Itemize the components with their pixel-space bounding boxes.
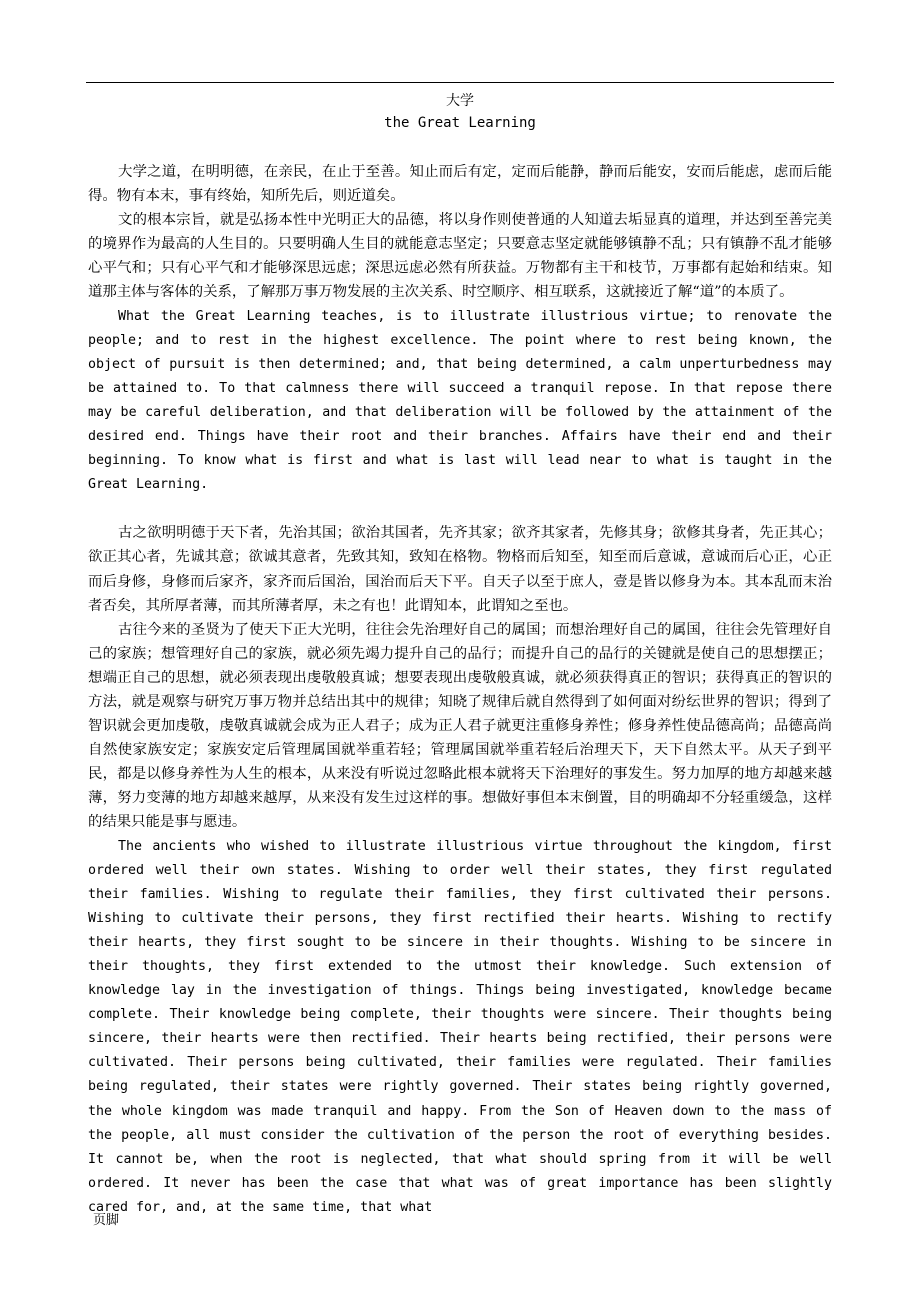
paragraph-cn-2: 文的根本宗旨，就是弘扬本性中光明正大的品德，将以身作则使普通的人知道去垢显真的道理，并达到至善完美的境界作为最高的人生目的。只要明确人生目的就能意志坚定；只要意志坚定就能够镇静不乱；只有镇静不乱才能够心平气和；只有心平气和才能够深思远虑；深思远虑必然有所获益。万物都有主干和枝节，万事都有起始和结束。知道那主体与客体的关系，了解那万事万物发展的主次关系、时空顺序、相互联系，这就接近了解“道”的本质了。 bbox=[88, 212, 832, 301]
paragraph-gap bbox=[88, 497, 832, 521]
document-body bbox=[88, 160, 832, 1220]
paragraph-cn-1: 大学之道，在明明德，在亲民，在止于至善。知止而后有定，定而后能静，静而后能安，安而后能虑，虑而后能得。物有本末，事有终始，知所先后，则近道矣。 bbox=[88, 164, 832, 205]
paragraph-en-1: What the Great Learning teaches, is to illustrate illustrious virtue; to renovate the people; and to rest in the highest excellence. The point where to rest being known, the object of pursuit is then determined; and, that being determined, a calm unperturbedness may be attained to. To that calmness there will succeed a tranquil repose. In that repose there may be careful deliberation, and that deliberation will be followed by the attainment of the desired end. Things have their root and their branches. Affairs have their end and their beginning. To know what is first and what is last will lead near to what is taught in the Great Learning. bbox=[88, 308, 832, 493]
paragraph-cn-4: 古往今来的圣贤为了使天下正大光明，往往会先治理好自己的属国；而想治理好自己的属国，往往会先管理好自己的家族；想管理好自己的家族，就必须先竭力提升自己的品行；而提升自己的品行的关键就是使自己的思想摆正；想端正自己的思想，就必须表现出虔敬般真诚；想要表现出虔敬般真诚，就必须获得真正的智识；获得真正的智识的方法，就是观察与研究万事万物并总结出其中的规律；知晓了规律后就自然得到了如何面对纷纭世界的智识；得到了智识就会更加虔敬，虔敬真诚就会成为正人君子；成为正人君子就更注重修身养性；修身养性使品德高尚；品德高尚自然使家族安定；家族安定后管理属国就举重若轻；管理属国就举重若轻后治理天下，天下自然太平。从天子到平民，都是以修身养性为人生的根本，从来没有听说过忽略此根本就将天下治理好的事发生。努力加厚的地方却越来越薄，努力变薄的地方却越来越厚，从来没有发生过这样的事。想做好事但本末倒置，目的明确却不分轻重缓急，这样的结果只能是事与愿违。 bbox=[88, 621, 832, 831]
title-english: the Great Learning bbox=[384, 115, 536, 131]
title-chinese: 大学 bbox=[446, 93, 474, 109]
paragraph-en-2: The ancients who wished to illustrate illustrious virtue throughout the kingdom, first ordered well their own states. Wishing to order well their states, they first regulated their families. Wishing to regulate their families, they first cultivated their persons. Wishing to cultivate their persons, they first rectified their hearts. Wishing to rectify their hearts, they first sought to be sincere in their thoughts. Wishing to be sincere in their thoughts, they first extended to the utmost their knowledge. Such extension of knowledge lay in the investigation of things. Things being investigated, knowledge became complete. Their knowledge being complete, their thoughts were sincere. Their thoughts being sincere, their hearts were then rectified. Their hearts being rectified, their persons were cultivated. Their persons being cultivated, their families were regulated. Their families being regulated, their states were rightly governed. Their states being rightly governed, the whole kingdom was made tranquil and happy. From the Son of Heaven down to the mass of the people, all must consider the cultivation of the person the root of everything besides. It cannot be, when the root is neglected, that what should spring from it will be well ordered. It never has been the case that what was of great importance has been slightly cared for, and, at the same time, that what bbox=[88, 838, 832, 1215]
page-footer: 页脚 bbox=[93, 1213, 120, 1228]
paragraph-cn-3: 古之欲明明德于天下者，先治其国；欲治其国者，先齐其家；欲齐其家者，先修其身；欲修其身者，先正其心；欲正其心者，先诚其意；欲诚其意者，先致其知，致知在格物。物格而后知至，知至而后意诚，意诚而后心正，心正而后身修，身修而后家齐，家齐而后国治，国治而后天下平。自天子以至于庶人，壹是皆以修身为本。其本乱而末治者否矣，其所厚者薄，而其所薄者厚，未之有也！此谓知本，此谓知之至也。 bbox=[88, 525, 832, 614]
header-rule bbox=[86, 82, 834, 83]
